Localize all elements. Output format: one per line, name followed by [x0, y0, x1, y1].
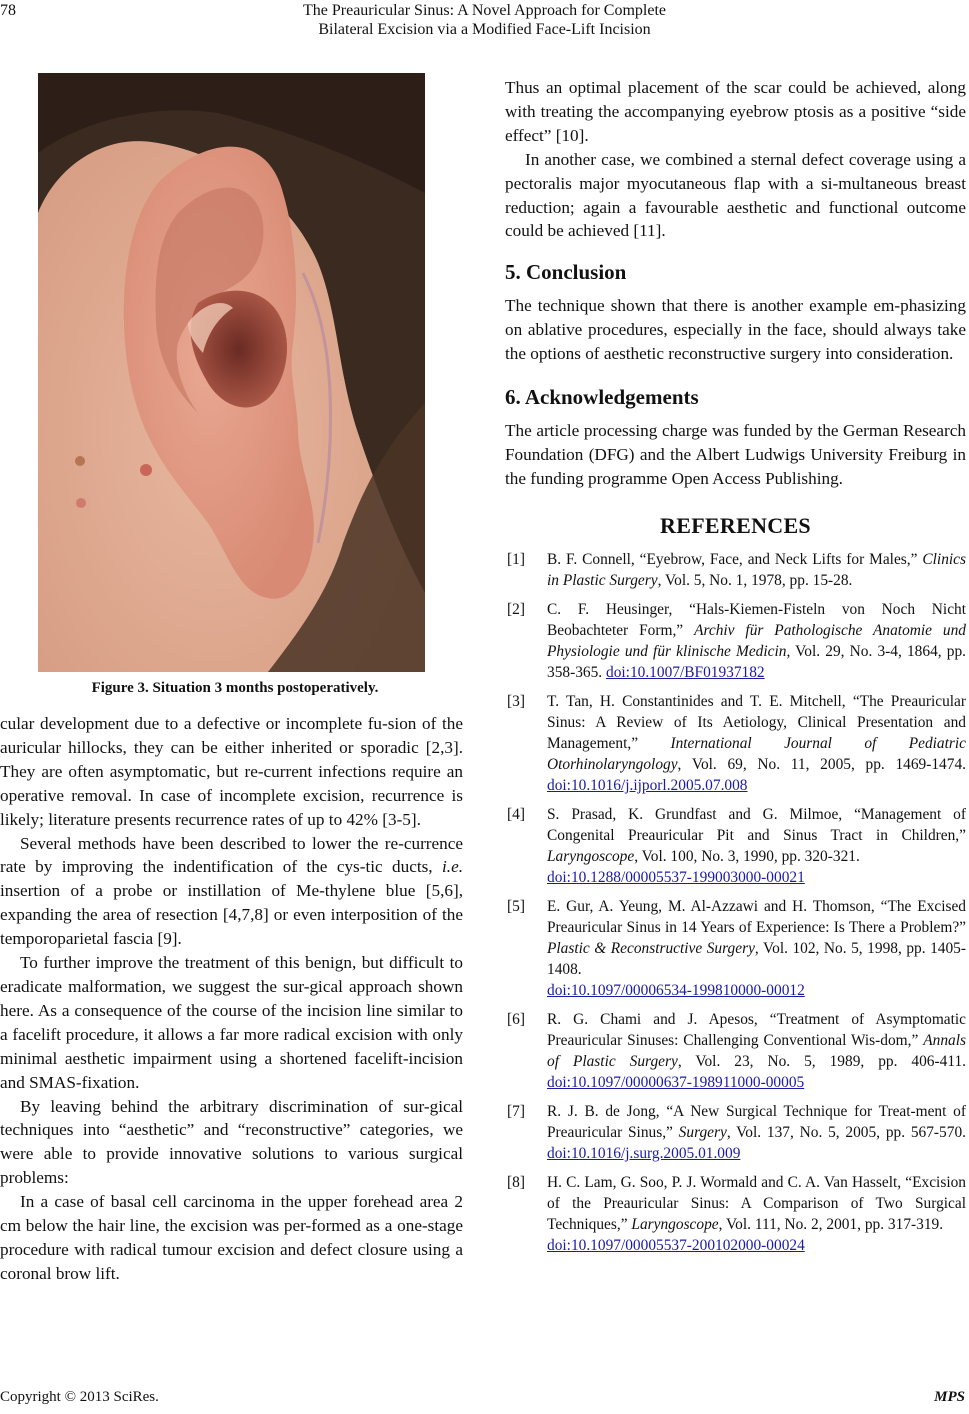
reference-number: [6] — [507, 1010, 525, 1028]
section-heading-conclusion: 5. Conclusion — [505, 260, 627, 285]
reference-number: [5] — [507, 897, 525, 915]
reference-number: [7] — [507, 1102, 525, 1120]
journal-title: Clinics in Plastic Surgery — [547, 550, 966, 589]
reference-text: R. G. Chami and J. Apesos, “Treatment of Asymptomatic Preauricular Sinuses: Challenging Conventional Wis-dom,” Annals of Plastic Surgery, Vol. 23, No. 5, 1989, pp. 406-411. doi:10.1097/00000637-198911000-00005 — [547, 1010, 966, 1091]
reference-item — [505, 599, 966, 683]
reference-text: B. F. Connell, “Eyebrow, Face, and Neck Lifts for Males,” Clinics in Plastic Surgery, Vol. 5, No. 1, 1978, pp. 15-28. — [547, 550, 966, 589]
reference-item — [505, 1101, 966, 1164]
doi-link[interactable]: doi:10.1007/BF01937182 — [606, 663, 765, 681]
section-heading-acknowledgements: 6. Acknowledgements — [505, 385, 699, 410]
journal-title: International Journal of Pediatric Otorhinolaryngology — [547, 734, 966, 773]
reference-item — [505, 804, 966, 888]
doi-link[interactable]: doi:10.1097/00006534-199810000-00012 — [547, 981, 805, 999]
journal-title: Laryngoscope — [631, 1215, 719, 1233]
ear-photo-illustration — [38, 73, 425, 672]
doi-link[interactable]: doi:10.1016/j.ijporl.2005.07.008 — [547, 776, 748, 794]
reference-text: T. Tan, H. Constantinides and T. E. Mitchell, “The Preauricular Sinus: A Review of Its Aetiology, Clinical Presentation and Management,” International Journal of Pediatric Otorhinolaryngology, Vol. 69, No. 11, 2005, pp. 1469-1474. doi:10.1016/j.ijporl.2005.07.008 — [547, 692, 966, 794]
page-number: 78 — [0, 2, 16, 19]
reference-number: [3] — [507, 692, 525, 710]
figure-3-ear-photo — [38, 73, 425, 672]
journal-title: Annals of Plastic Surgery — [547, 1031, 966, 1070]
body-paragraph — [0, 832, 463, 952]
reference-text: S. Prasad, K. Grundfast and G. Milmoe, “Management of Congenital Preauricular Pit and Sinus Tract in Children,” Laryngoscope, Vol. 100, No. 3, 1990, pp. 320-321. doi:10.1288/00005537-199003000-00021 — [547, 805, 966, 886]
reference-item — [505, 691, 966, 796]
reference-number: [2] — [507, 600, 525, 618]
journal-title: Archiv für Pathologische Anatomie und Physiologie und für klinische Medicin — [547, 621, 966, 660]
reference-text: R. J. B. de Jong, “A New Surgical Technique for Treat-ment of Preauricular Sinus,” Surgery, Vol. 137, No. 5, 2005, pp. 567-570. doi:10.1016/j.surg.2005.01.009 — [547, 1102, 966, 1162]
body-paragraph: cular development due to a defective or incomplete fu-sion of the auricular hillocks, they can be either inherited or sporadic [2,3]. They are often asymptomatic, but re-current infections require an operative removal. In case of incomplete excision, recurrence is likely; literature presents recurrence rates of up to 42% [3-5]. — [0, 714, 463, 829]
journal-title: Plastic & Reconstructive Surgery — [547, 939, 755, 957]
paragraph-text: Several methods have been described to lower the re-currence rate by improving the indentification of the cys-tic ducts, — [0, 833, 463, 877]
reference-text: E. Gur, A. Yeung, M. Al-Azzawi and H. Thomson, “The Excised Preauricular Sinus in 14 Years of Experience: Is There a Problem?” Plastic & Reconstructive Surgery, Vol. 102, No. 5, 1998, pp. 1405-1408. doi:10.1097/00006534-199810000-00012 — [547, 897, 967, 999]
body-paragraph: In another case, we combined a sternal defect coverage using a pectoralis major myocutaneous flap with a si-multaneous breast reduction; again a favourable aesthetic and functional outcome could be achieved [11]. — [505, 149, 966, 241]
reference-number: [1] — [507, 550, 525, 568]
right-column-body — [505, 76, 966, 1264]
doi-link[interactable]: doi:10.1097/00000637-198911000-00005 — [547, 1073, 805, 1091]
body-paragraph: To further improve the treatment of this benign, but difficult to eradicate malformation, we suggest the sur-gical approach shown here. As a consequence of the course of the incision line similar to a facelift procedure, it allows a far more radical excision with only minimal aesthetic impairment using a shortened facelift-incision and SMAS-fixation. — [0, 953, 463, 1092]
reference-text: H. C. Lam, G. Soo, P. J. Wormald and C. A. Van Hasselt, “Excision of the Preauricular Sinus: A Comparison of Two Surgical Techniques,” Laryngoscope, Vol. 111, No. 2, 2001, pp. 317-319. doi:10.1097/00005537-200102000-00024 — [547, 1173, 966, 1254]
figure-caption: Figure 3. Situation 3 months postoperatively. — [91, 680, 379, 696]
reference-item — [505, 1172, 966, 1256]
journal-title: Laryngoscope — [547, 847, 635, 865]
italic-abbreviation: i.e. — [442, 857, 463, 877]
journal-abbreviation: MPS — [934, 1389, 965, 1405]
reference-item — [505, 1009, 966, 1093]
running-title-line2: Bilateral Excision via a Modified Face-Lift Incision — [318, 21, 651, 38]
references-heading: REFERENCES — [660, 512, 811, 538]
conclusion-paragraph: The technique shown that there is another example em-phasizing on ablative procedures, especially in the face, should always take the options of aesthetic reconstructive surgery into consideration. — [505, 296, 966, 364]
paragraph-text: insertion of a probe or instillation of Me-thylene blue [5,6], expanding the area of resection [4,7,8] or even interposition of the temporoparietal fascia [9]. — [0, 881, 463, 949]
body-paragraph: In a case of basal cell carcinoma in the upper forehead area 2 cm below the hair line, the excision was per-formed as a one-stage procedure with radical tumour excision and defect closure using a coronal brow lift. — [0, 1192, 463, 1283]
doi-link[interactable]: doi:10.1288/00005537-199003000-00021 — [547, 868, 805, 886]
doi-link[interactable]: doi:10.1097/00005537-200102000-00024 — [547, 1236, 805, 1254]
body-paragraph: By leaving behind the arbitrary discrimination of sur-gical techniques into “aesthetic” and “reconstructive” categories, we were able to provide innovative solutions to various surgical problems: — [0, 1096, 463, 1188]
journal-title: Surgery — [678, 1123, 727, 1141]
reference-item — [505, 549, 966, 591]
reference-item — [505, 896, 966, 1001]
reference-text: C. F. Heusinger, “Hals-Kiemen-Fisteln von Noch Nicht Beobachteter Form,” Archiv für Pathologische Anatomie und Physiologie und für klinische Medicin, Vol. 29, No. 3-4, 1864, pp. 358-365. doi:10.1007/BF01937182 — [547, 600, 967, 681]
reference-number: [8] — [507, 1173, 525, 1191]
acknowledgements-paragraph: The article processing charge was funded by the German Research Foundation (DFG) and the Albert Ludwigs University Freiburg in the funding programme Open Access Publishing. — [505, 421, 966, 488]
left-column-body — [0, 712, 463, 1286]
reference-number: [4] — [507, 805, 525, 823]
doi-link[interactable]: doi:10.1016/j.surg.2005.01.009 — [547, 1144, 741, 1162]
running-title — [0, 1, 969, 39]
copyright-notice: Copyright © 2013 SciRes. — [0, 1389, 159, 1405]
body-paragraph: Thus an optimal placement of the scar could be achieved, along with treating the accompanying eyebrow ptosis as a positive “side effect” [10]. — [505, 78, 966, 145]
running-title-line1: The Preauricular Sinus: A Novel Approach for Complete — [302, 2, 667, 19]
reference-list — [505, 549, 966, 1256]
